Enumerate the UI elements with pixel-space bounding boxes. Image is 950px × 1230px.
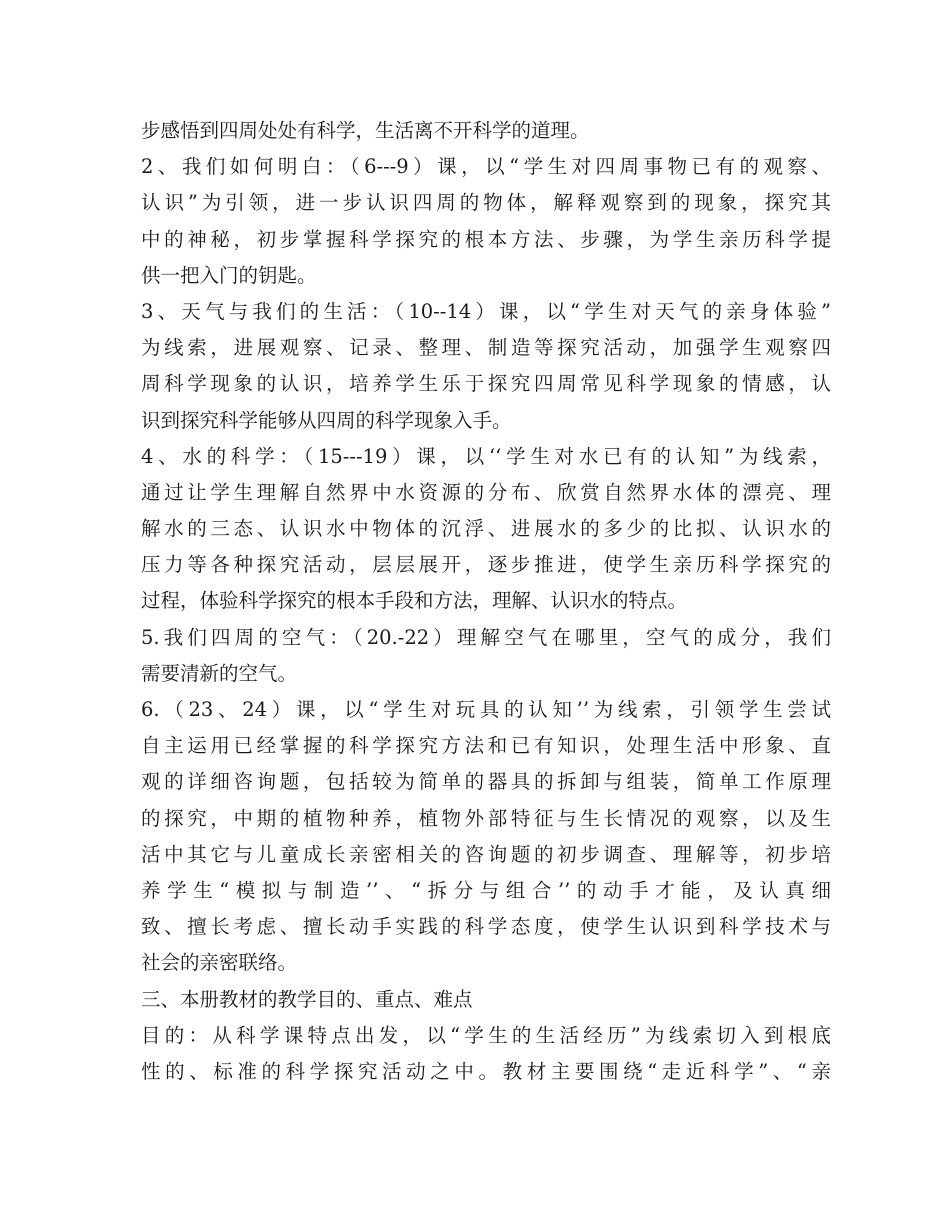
- text-line: 的探究，中期的植物种养，植物外部特征与生长情况的观察，以及生: [141, 806, 831, 830]
- text-line: 5.我们四周的空气：（20.-22）理解空气在哪里，空气的成分，我们: [141, 625, 831, 649]
- text-line: 解水的三态、认识水中物体的沉浮、进展水的多少的比拟、认识水的: [141, 517, 831, 541]
- text-line: 6.（23、24）课，以“学生对玩具的认知’’为线索，引领学生尝试: [141, 698, 831, 721]
- text-line: 3、天气与我们的生活：（10--14）课，以“学生对天气的亲身体验”: [141, 299, 831, 323]
- text-line: 认识”为引领，进一步认识四周的物体，解释观察到的现象，探究其: [141, 191, 831, 215]
- text-line: 活中其它与儿童成长亲密相关的咨询题的初步调查、理解等，初步培: [141, 842, 831, 866]
- text-line: 需要清新的空气。: [141, 661, 298, 685]
- text-line: 养学生“模拟与制造’’、“拆分与组合’’的动手才能，及认真细: [141, 878, 831, 902]
- text-line: 目的：从科学课特点出发，以“学生的生活经历”为线索切入到根底: [141, 1023, 831, 1047]
- text-line: 观的详细咨询题，包括较为简单的器具的拆卸与组装，简单工作原理: [141, 770, 831, 794]
- text-line: 三、本册教材的教学目的、重点、难点: [141, 987, 473, 1011]
- text-line: 步感悟到四周处处有科学，生活离不开科学的道理。: [141, 119, 590, 142]
- text-line: 中的神秘，初步掌握科学探究的根本方法、步骤，为学生亲历科学提: [141, 227, 831, 251]
- text-line: 社会的亲密联络。: [141, 951, 298, 975]
- text-line: 性的、标准的科学探究活动之中。教材主要围绕“走近科学”、“亲: [141, 1059, 831, 1083]
- text-line: 通过让学生理解自然界中水资源的分布、欣赏自然界水体的漂亮、理: [141, 480, 831, 504]
- text-line: 过程，体验科学探究的根本手段和方法，理解、认识水的特点。: [141, 589, 688, 613]
- text-line: 压力等各种探究活动，层层展开，逐步推进，使学生亲历科学探究的: [141, 553, 831, 577]
- text-line: 为线索，进展观察、记录、整理、制造等探究活动，加强学生观察四: [141, 336, 831, 360]
- text-line: 识到探究科学能够从四周的科学现象入手。: [141, 408, 512, 432]
- text-line: 致、擅长考虑、擅长动手实践的科学态度，使学生认识到科学技术与: [141, 915, 831, 939]
- text-line: 4、水的科学：（15---19）课，以‘‘学生对水已有的认知”为线索，: [141, 444, 831, 468]
- text-line: 周科学现象的认识，培养学生乐于探究四周常见科学现象的情感，认: [141, 372, 831, 396]
- text-line: 供一把入门的钥匙。: [141, 263, 317, 287]
- body-text: [141, 113, 831, 1090]
- text-line: 自主运用已经掌握的科学探究方法和已有知识，处理生活中形象、直: [141, 734, 831, 758]
- text-line: 2、我们如何明白：（6---9）课，以“学生对四周事物已有的观察、: [141, 155, 831, 179]
